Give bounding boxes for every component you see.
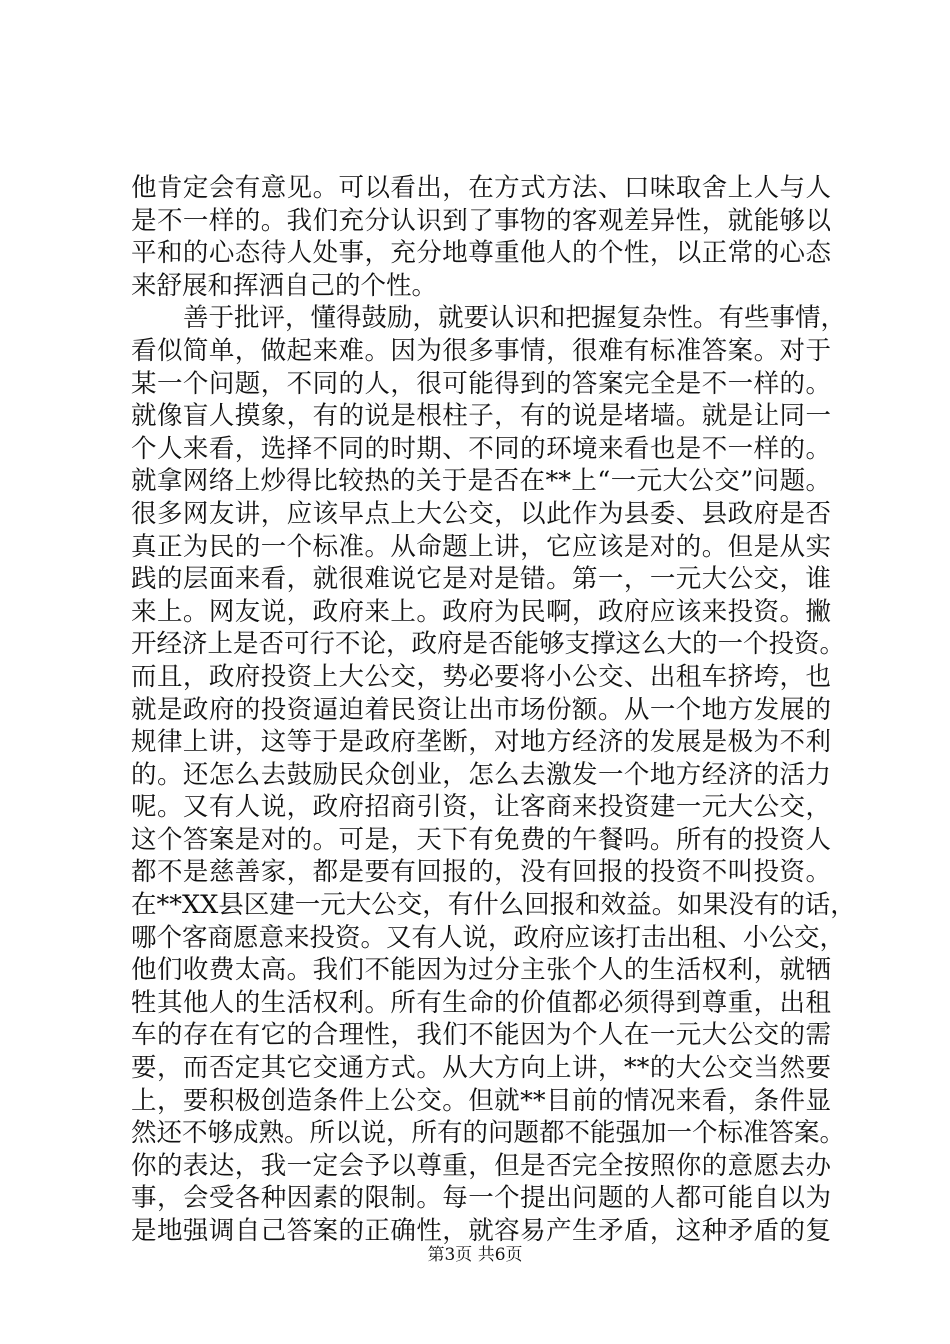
text-line: 就是政府的投资逼迫着民资让出市场份额。从一个地方发展的 bbox=[131, 694, 831, 725]
text-line: 的。还怎么去鼓励民众创业，怎么去激发一个地方经济的活力 bbox=[131, 759, 831, 790]
text-line: 是地强调自己答案的正确性，就容易产生矛盾，这种矛盾的复 bbox=[131, 1216, 831, 1246]
page-number-label: 第3页 共6页 bbox=[427, 1245, 523, 1265]
text-line: 就像盲人摸象，有的说是根柱子，有的说是堵墙。就是让同一 bbox=[131, 401, 831, 432]
text-line: 平和的心态待人处事，充分地尊重他人的个性，以正常的心态 bbox=[131, 238, 831, 269]
text-line: 事，会受各种因素的限制。每一个提出问题的人都可能自以为 bbox=[131, 1183, 831, 1214]
text-line: 他肯定会有意见。可以看出，在方式方法、口味取舍上人与人 bbox=[131, 173, 831, 203]
text-line: 看似简单，做起来难。因为很多事情，很难有标准答案。对于 bbox=[131, 335, 831, 366]
text-line: 这个答案是对的。可是，天下有免费的午餐吗。所有的投资人 bbox=[131, 824, 831, 855]
text-line: 然还不够成熟。所以说，所有的问题都不能强加一个标准答案。 bbox=[131, 1118, 846, 1149]
text-line: 规律上讲，这等于是政府垄断，对地方经济的发展是极为不利 bbox=[131, 727, 831, 758]
text-line: 在**XX县区建一元大公交，有什么回报和效益。如果没有的话， bbox=[131, 890, 856, 921]
paragraph-start-line: 善于批评，懂得鼓励，就要认识和把握复杂性。有些事情， bbox=[183, 303, 847, 334]
text-line: 他们收费太高。我们不能因为过分主张个人的生活权利，就牺 bbox=[131, 955, 831, 986]
text-line: 来上。网友说，政府来上。政府为民啊，政府应该来投资。撇 bbox=[131, 596, 831, 627]
text-line: 开经济上是否可行不论，政府是否能够支撑这么大的一个投资。 bbox=[131, 629, 846, 660]
text-line: 就拿网络上炒得比较热的关于是否在**上“一元大公交”问题。 bbox=[131, 466, 831, 497]
text-line: 牲其他人的生活权利。所有生命的价值都必须得到尊重，出租 bbox=[131, 987, 831, 1018]
text-line: 呢。又有人说，政府招商引资，让客商来投资建一元大公交， bbox=[131, 792, 831, 823]
text-line: 车的存在有它的合理性，我们不能因为个人在一元大公交的需 bbox=[131, 1020, 831, 1051]
text-line: 个人来看，选择不同的时期、不同的环境来看也是不一样的。 bbox=[131, 433, 831, 464]
text-line: 来舒展和挥洒自己的个性。 bbox=[131, 270, 438, 301]
document-body bbox=[131, 172, 856, 1248]
text-line: 要，而否定其它交通方式。从大方向上讲，**的大公交当然要 bbox=[131, 1053, 831, 1084]
text-line: 某一个问题，不同的人，很可能得到的答案完全是不一样的。 bbox=[131, 368, 831, 399]
text-line: 而且，政府投资上大公交，势必要将小公交、出租车挤垮，也 bbox=[131, 661, 831, 692]
text-line: 都不是慈善家，都是要有回报的，没有回报的投资不叫投资。 bbox=[131, 857, 831, 888]
text-line: 你的表达，我一定会予以尊重，但是否完全按照你的意愿去办 bbox=[131, 1150, 831, 1181]
text-line: 是不一样的。我们充分认识到了事物的客观差异性，就能够以 bbox=[131, 205, 831, 236]
text-line: 真正为民的一个标准。从命题上讲，它应该是对的。但是从实 bbox=[131, 531, 831, 562]
text-line: 上，要积极创造条件上公交。但就**目前的情况来看，条件显 bbox=[131, 1085, 831, 1116]
text-line: 哪个客商愿意来投资。又有人说，政府应该打击出租、小公交， bbox=[131, 922, 846, 953]
text-line: 很多网友讲，应该早点上大公交，以此作为县委、县政府是否 bbox=[131, 498, 831, 529]
page-footer bbox=[0, 1244, 950, 1266]
text-line: 践的层面来看，就很难说它是对是错。第一，一元大公交，谁 bbox=[131, 564, 831, 595]
